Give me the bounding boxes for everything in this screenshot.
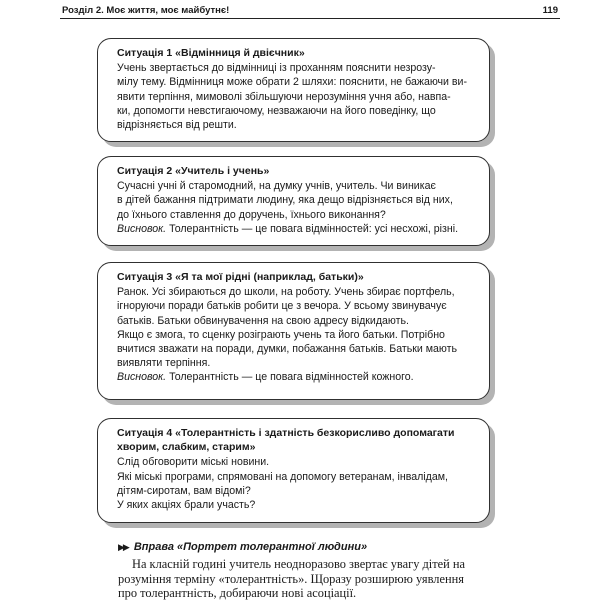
conclusion-label: Висновок. (117, 371, 167, 384)
text-line: Ранок. Усі збираються до школи, на роботу. Учень збирає портфель, (117, 286, 455, 299)
header-bar (60, 3, 560, 19)
text-line: відрізняється від решти. (117, 119, 237, 132)
conclusion-text: Толерантність — це повага відмінностей: усі несхожі, різні. (166, 222, 459, 235)
text-line: У яких акціях брали участь? (117, 499, 256, 512)
page-number: 119 (542, 5, 558, 16)
text-line: Які міські програми, спрямовані на допомогу ветеранам, інвалідам, (117, 470, 448, 483)
situation-title (98, 426, 489, 454)
body-line: розуміння терміну «толерантність». Щоразу розширюю уявлення (118, 571, 464, 586)
situation-text (98, 61, 489, 132)
text-line: батьків. Батьки обвинувачення на свою адресу відкидають. (117, 314, 409, 327)
section-title: Розділ 2. Моє життя, моє майбутнє! (62, 5, 230, 16)
conclusion-label: Висновок. (117, 222, 167, 235)
situation-text (98, 285, 489, 384)
situation-card-3 (97, 262, 490, 400)
conclusion-text: Толерантність — це повага відмінностей кожного. (166, 371, 414, 384)
exercise-title: Вправа «Портрет толерантної людини» (133, 541, 368, 553)
situation-title: Ситуація 3 «Я та мої рідні (наприклад, батьки)» (117, 271, 364, 283)
text-line: Учень звертається до відмінниці із проханням пояснити незрозу- (117, 62, 436, 75)
text-line: виявляти терпіння. (117, 357, 211, 370)
situation-title-line: хворим, слабким, старим» (117, 441, 256, 454)
text-line: дітям-сиротам, вам відомі? (117, 484, 251, 497)
situation-text (98, 179, 489, 236)
situation-card-4 (97, 418, 490, 523)
text-line: ки, допомогти невстигаючому, незважаючи на його поведінку, що (117, 104, 436, 117)
body-line: про толерантність, добираючи нові асоціації. (118, 586, 357, 601)
text-line: Сучасні учні й старомодний, на думку учнів, учитель. Чи виникає (117, 180, 436, 193)
exercise-heading (118, 541, 367, 553)
situation-card-2 (97, 156, 490, 246)
text-line: мілу тему. Відмінниця може обрати 2 шляхи: пояснити, не бажаючи ви- (117, 76, 467, 89)
text-line: Якщо є змога, то сценку розіграють учень та його батьки. Потрібно (117, 328, 445, 341)
conclusion (98, 222, 489, 236)
text-line: в дітей бажання підтримати людину, яка дещо відрізняється від них, (117, 194, 453, 207)
situation-title-line: Ситуація 4 «Толерантність і здатність безкорисливо допомагати (117, 427, 455, 439)
text-line: Слід обговорити міські новини. (117, 456, 270, 469)
situation-title: Ситуація 2 «Учитель і учень» (117, 165, 270, 177)
situation-title: Ситуація 1 «Відмінниця й двієчник» (117, 47, 305, 59)
body-line: На класній годині учитель неодноразово звертає увагу дітей на (132, 557, 466, 571)
conclusion (98, 370, 489, 384)
text-line: явити терпіння, мимоволі збільшуючи нерозуміння учня або, навпа- (117, 90, 451, 103)
text-line: ігноруючи поради батьків робити це з вечора. У всьому звинувачує (117, 300, 447, 313)
situation-card-1 (97, 38, 490, 142)
text-line: вчитися зважати на поради, думки, побажання батьків. Батьки мають (117, 343, 458, 356)
text-line: до їхнього ставлення до доручень, їхнього виконання? (117, 208, 386, 221)
page-header (0, 0, 600, 26)
situation-text (98, 455, 489, 512)
body-paragraph (118, 557, 490, 601)
double-arrow-icon: ▶▶ (118, 541, 128, 552)
